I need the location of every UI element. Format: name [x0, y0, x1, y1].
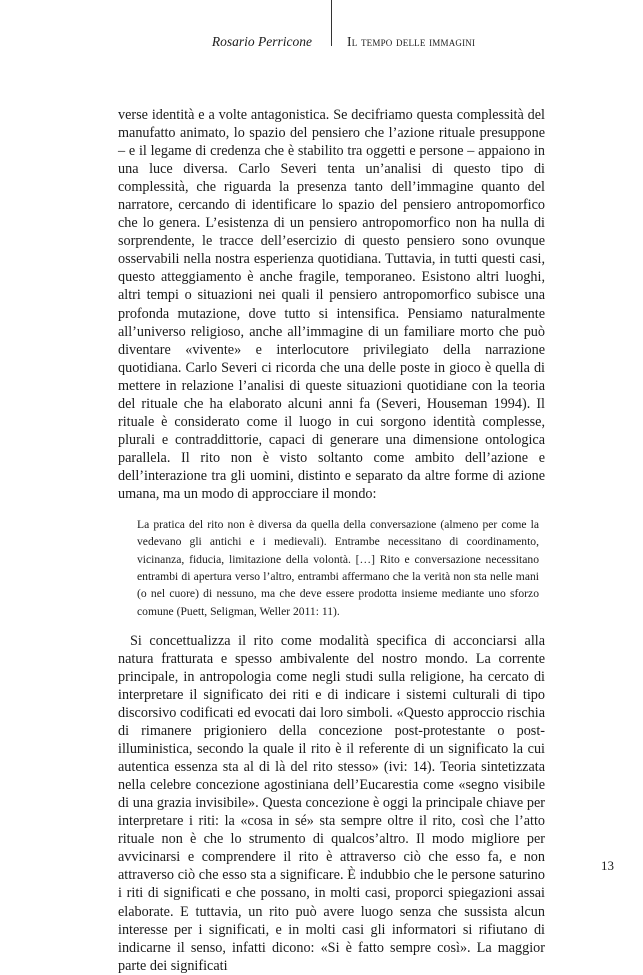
running-head-title: Il tempo delle immagini [347, 34, 476, 49]
body-paragraph: verse identità e a volte antagonistica. Se decifriamo questa complessità del manufatto animato, lo spazio del pensiero che l’azione rituale presuppone – e il legame di credenza che è stabilito tra oggetti e persone – appaiono in una luce diversa. Carlo Severi tenta un’analisi di questo tipo di complessità, che riguarda la presenza tanto dell’immagine quanto del narratore, cercando di identificare lo spazio del pensiero antropomorfico che lo genera. L’esistenza di un pensiero antropomorfico non ha nulla di sorprendente, le tracce dell’esercizio di questo pensiero sono ovunque osservabili nella nostra esperienza quotidiana. Tuttavia, in tutti questi casi, questo atteggiamento è anche fragile, temporaneo. Esistono altri luoghi, altri tempi o situazioni nei quali il pensiero antropomorfico subisce una profonda mutazione, dove tutto si intensifica. Pensiamo naturalmente all’universo religioso, anche all’immagine di un familiare morto che può diventare «vivente» e interlocutore privilegiato della narrazione quotidiana. Carlo Severi ci ricorda che una delle poste in gioco è quella di mettere in relazione l’analisi di queste situazioni quotidiane con la teoria del rituale che ha elaborato alcuni anni fa (Severi, Houseman 1994). Il rituale è considerato come il luogo in cui sorgono identità complesse, plurali e contraddittorie, capaci di generare una dimensione ontologica parallela. Il rito non è visto soltanto come ambito dell’azione e dell’interazione tra gli uomini, distinto e separato da altre forme di azione umana, ma un modo di approcciare il mondo: [118, 107, 545, 502]
block-quote: La pratica del rito non è diversa da quella della conversazione (almeno per come la vedevano gli antichi e i medievali). Entrambe necessitano di coordinamento, vicinanza, fiducia, limitazione della volontà. […] Rito e conversazione necessitano entrambi di apertura verso l’altro, entrambi affermano che la verità non sta nelle mani (o nel cuore) di nessuno, ma che deve essere prodotta insieme mediante uno sforzo comune (Puett, Seligman, Weller 2011: 11). [137, 518, 539, 618]
main-text [118, 106, 545, 975]
body-paragraph: Si concettualizza il rito come modalità specifica di acconciarsi alla natura fratturata e spesso ambivalente del nostro mondo. La corrente principale, in antropologia come negli studi sulla religione, ha cercato di interpretare il significato dei riti e di indicare i sistemi culturali di tipo discorsivo codificati ed evocati dai loro simboli. «Questo approccio rischia di rimanere prigioniero della concezione post-protestante o post-illuministica, secondo la quale il rito è il referente di un significato la cui autentica essenza sta al di là del rito stesso» (ivi: 14). Teoria sintetizzata nella celebre concezione agostiniana dell’Eucarestia come «segno visibile di una grazia invisibile». Questa concezione è oggi la principale chiave per interpretare i riti: la «cosa in sé» sta sempre oltre il rito, così che l’atto rituale non è che lo strumento di qualcos’altro. Il modo migliore per avvicinarsi e comprendere il rito è attraverso ciò che esso fa, e non attraverso ciò che esso sta a significare. È indubbio che le persone saturino i riti di significati e che possano, in molti casi, proporci spiegazioni assai elaborate. E tuttavia, un rito può avere luogo senza che sussista alcun interesse per i significati, e in molti casi gli informatori si rifiutano di indicarne il senso, infatti dicono: «Si è fatto sempre così». La maggior parte dei significati [118, 632, 545, 974]
page-number: 13 [601, 858, 614, 873]
running-head-author: Rosario Perricone [211, 34, 312, 49]
header-divider [331, 0, 332, 46]
